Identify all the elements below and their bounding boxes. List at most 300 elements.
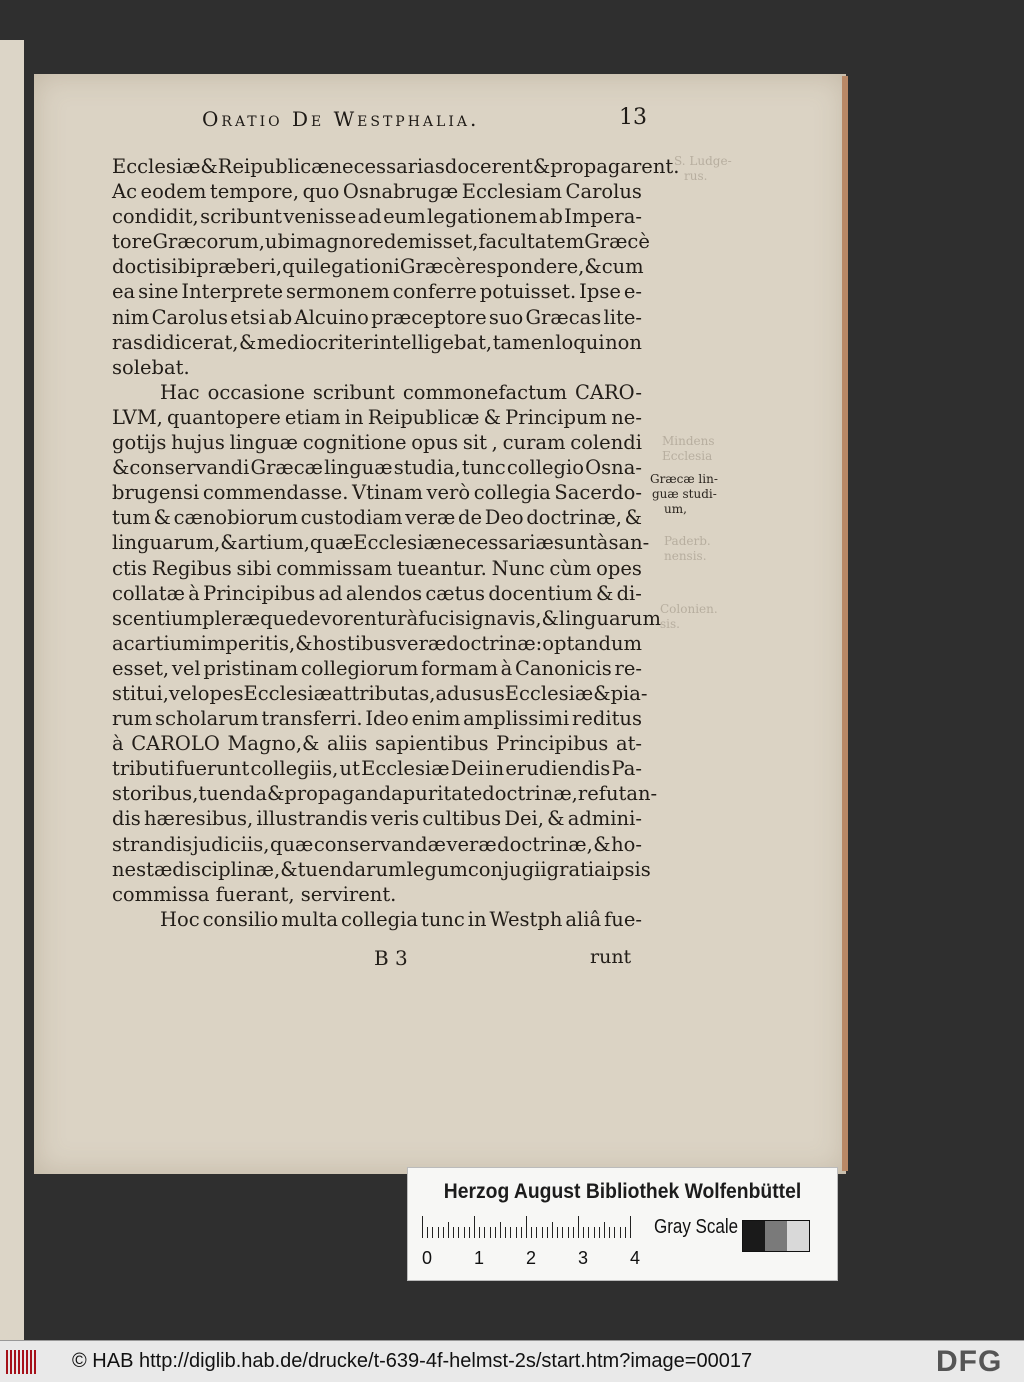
text-line [112, 505, 642, 530]
ruler-tick [536, 1227, 537, 1238]
ruler-tick [531, 1227, 532, 1238]
word: Ac [112, 180, 138, 204]
ruler-tick [427, 1227, 428, 1238]
running-head [34, 107, 846, 147]
word: dis [112, 807, 141, 831]
facing-page-edge [0, 40, 24, 1340]
word: non [605, 330, 642, 354]
word: commendasse. [202, 481, 349, 505]
text-line [112, 430, 642, 455]
word: collegia [340, 907, 418, 931]
ruler-number: 1 [474, 1248, 485, 1268]
word: opus [411, 431, 459, 455]
bleed-through-note [660, 602, 718, 632]
word: scribunt [200, 205, 282, 229]
text-line [112, 631, 642, 656]
word: occasione [207, 380, 305, 404]
ruler-tick [620, 1227, 621, 1238]
word: in [467, 907, 487, 931]
word: Reipublicæ [367, 405, 480, 429]
word: linguæ [324, 456, 393, 480]
word: vel [168, 681, 198, 705]
word: & [595, 581, 614, 605]
word: legationem [427, 205, 538, 229]
ruler-tick [432, 1227, 433, 1238]
word: scholarum [155, 707, 259, 731]
word: præberi, [196, 255, 283, 279]
word: ignavis,&linguarum [465, 606, 661, 630]
page-fore-edge [842, 76, 848, 1171]
word: potuisset. [479, 280, 577, 304]
ruler-tick [505, 1227, 506, 1238]
word: nestæ [112, 857, 173, 881]
word: tempore, [209, 180, 300, 204]
word: ctis [112, 556, 148, 580]
ruler-tick [516, 1227, 517, 1238]
word: Hac [160, 380, 200, 404]
logo-bar [18, 1350, 20, 1374]
word: conferre [392, 280, 477, 304]
page-number: 13 [619, 105, 647, 130]
word: ho- [611, 832, 642, 856]
word: Carolus [151, 305, 228, 329]
ruler-number: 4 [630, 1248, 641, 1268]
word: transferri. [261, 707, 363, 731]
word: nim [112, 305, 150, 329]
text-line [112, 480, 642, 505]
word: ab [268, 305, 293, 329]
word: legum [406, 857, 468, 881]
word: docentium [488, 581, 593, 605]
word: lite- [603, 305, 642, 329]
ruler-tick [443, 1227, 444, 1238]
text-line [112, 380, 642, 405]
word: Impera- [564, 205, 642, 229]
word: consilio [202, 907, 279, 931]
word: à [596, 531, 609, 555]
word: in [344, 405, 364, 429]
ruler-tick [458, 1227, 459, 1238]
word: & [238, 330, 257, 354]
word: puritate [402, 782, 483, 806]
word: tum [112, 506, 151, 530]
ruler-tick [474, 1216, 475, 1238]
text-line: solebat. [112, 355, 190, 379]
word: tunc [461, 456, 506, 480]
logo-bar [14, 1350, 16, 1374]
word: quo [302, 180, 340, 204]
word: fuerunt [175, 757, 250, 781]
word: ad [318, 581, 343, 605]
word: , [491, 431, 498, 455]
word: veris [370, 807, 420, 831]
word: doctrinæ, [482, 782, 578, 806]
word: scentium [112, 606, 203, 630]
word: Ipse [579, 280, 621, 304]
word: ad [357, 205, 382, 229]
word: eodem [140, 180, 207, 204]
scale-ruler [422, 1216, 644, 1238]
word: condidit, [112, 205, 199, 229]
text-line [112, 305, 642, 330]
word: Vtinam [352, 481, 423, 505]
word: at- [615, 732, 642, 756]
word: magno [296, 230, 364, 254]
word: mediocriter [256, 330, 373, 354]
word: ne- [611, 405, 642, 429]
word: judiciis, [192, 832, 270, 856]
ruler-tick [614, 1227, 615, 1238]
ruler-tick [464, 1227, 465, 1238]
text-line [112, 405, 642, 430]
gray-swatch-light [787, 1221, 809, 1251]
word: Osnabrugæ [342, 180, 459, 204]
word: vel [171, 656, 201, 680]
word: in [485, 757, 505, 781]
ruler-tick [594, 1227, 595, 1238]
word: devorentur [296, 606, 407, 630]
text-line [112, 681, 648, 706]
word: doctrinæ: [446, 631, 543, 655]
bleed-through-line: S. Ludge- [674, 154, 732, 168]
dfg-logo: DFG [936, 1345, 1003, 1378]
word: amplissimi [463, 707, 570, 731]
word: pia- [610, 681, 648, 705]
word: LVM, [112, 405, 163, 429]
text-line [112, 756, 642, 781]
word: à [188, 581, 200, 605]
word: reditus [571, 707, 642, 731]
word: eum [383, 205, 426, 229]
word: illustrandis [256, 807, 368, 831]
word: veræ [396, 631, 447, 655]
word: hæresibus, [143, 807, 254, 831]
ruler-tick [479, 1227, 480, 1238]
word: cùm [549, 556, 592, 580]
word: Principibus [496, 732, 609, 756]
ruler-tick [448, 1222, 449, 1238]
word: brugensi [112, 481, 200, 505]
text-line [112, 731, 642, 756]
word: Dei [450, 757, 485, 781]
ruler-tick [588, 1227, 589, 1238]
logo-bar [34, 1350, 36, 1374]
word: enim [411, 707, 461, 731]
word: verò [426, 481, 471, 505]
word: quæ [269, 832, 314, 856]
book-page [34, 74, 846, 1174]
word: usus [459, 681, 505, 705]
word: fucis [418, 606, 466, 630]
margin-note-line: guæ studi- [652, 487, 717, 501]
word: de [458, 506, 483, 530]
word: Græcè [584, 230, 650, 254]
word: refutan- [577, 782, 658, 806]
word: sine [138, 280, 179, 304]
word: respondere,& [465, 255, 602, 279]
ruler-number: 2 [526, 1248, 537, 1268]
word: alendos [345, 581, 423, 605]
library-color-label [407, 1167, 838, 1281]
word: pristinam [203, 656, 299, 680]
ruler-tick [604, 1222, 605, 1238]
word: Carolus [565, 180, 642, 204]
word: ab [538, 205, 563, 229]
word: collegiis, [250, 757, 339, 781]
text-line [112, 254, 642, 279]
word: propaganda [284, 782, 403, 806]
word: artium [134, 631, 201, 655]
ruler-tick [625, 1227, 626, 1238]
ruler-tick [630, 1216, 631, 1238]
word: doctrinæ, [497, 832, 593, 856]
word: qui [282, 255, 314, 279]
word: Dei, [504, 807, 544, 831]
catchword: runt [590, 946, 632, 968]
word: conservandæ [313, 832, 446, 856]
word: collegia [473, 481, 551, 505]
word: Westph [489, 907, 563, 931]
logo-bar [30, 1350, 32, 1374]
text-line [112, 154, 680, 179]
word: etiam [284, 405, 341, 429]
word: à [500, 656, 513, 680]
ruler-tick [552, 1222, 553, 1238]
ruler-tick [422, 1216, 423, 1238]
word: sapientibus [374, 732, 489, 756]
word: commissam [276, 556, 393, 580]
ruler-tick [562, 1227, 563, 1238]
word: curam [502, 431, 566, 455]
ruler-tick [490, 1227, 491, 1238]
word: gratia [546, 857, 606, 881]
word: & [153, 506, 171, 530]
word: Canonicis [515, 656, 612, 680]
word: linguarum, [112, 531, 221, 555]
signature-mark: B 3 [374, 946, 408, 970]
word: storibus, [112, 782, 199, 806]
word: sit [462, 431, 487, 455]
bleed-through-note [662, 434, 715, 464]
word: ac [112, 631, 135, 655]
word: Ecclesiæ&Reipublicæ [112, 155, 330, 178]
word: re- [614, 656, 642, 680]
text-line [112, 656, 642, 681]
word: Ecclesiæ [504, 681, 594, 705]
ruler-tick [453, 1227, 454, 1238]
ruler-tick [578, 1216, 579, 1238]
word: docerent [444, 155, 533, 178]
word: Osna- [585, 456, 642, 480]
word: scribunt [312, 380, 395, 404]
word: ea [112, 280, 136, 304]
word: facultatem [478, 230, 585, 254]
word: præceptore [371, 305, 487, 329]
word: quæ [309, 531, 354, 555]
bleed-through-line: rus. [684, 169, 708, 183]
word: tueantur. [396, 556, 487, 580]
word: sibi [236, 556, 272, 580]
word: redemisset, [363, 230, 479, 254]
word: sunt [553, 531, 597, 555]
word: Nunc [491, 556, 545, 580]
word: artium, [237, 531, 310, 555]
text-line [112, 229, 650, 254]
ruler-tick [568, 1227, 569, 1238]
margin-note [650, 472, 718, 517]
ruler-tick [521, 1227, 522, 1238]
word: ad [435, 681, 460, 705]
word: studia, [393, 456, 461, 480]
word: rum [112, 707, 153, 731]
word: collegiorum [300, 656, 419, 680]
library-name: Herzog August Bibliothek Wolfenbüttel [443, 1180, 802, 1203]
ruler-tick [547, 1227, 548, 1238]
word: doctrinæ, [526, 506, 622, 530]
text-line [112, 907, 642, 932]
word: tunc [420, 907, 465, 931]
ruler-tick [495, 1227, 496, 1238]
word: sermonem [286, 280, 390, 304]
ruler-tick [438, 1227, 439, 1238]
gray-scale-swatches [742, 1220, 810, 1252]
footer-bar [0, 1340, 1024, 1382]
ruler-tick [484, 1227, 485, 1238]
word: tuendarum [297, 857, 407, 881]
bleed-through-line: Ecclesia [662, 449, 713, 463]
word: & [547, 807, 565, 831]
word: ut [339, 757, 360, 781]
ruler-tick [573, 1227, 574, 1238]
word: & [295, 631, 313, 655]
text-line [112, 556, 642, 581]
word: opes [197, 681, 244, 705]
word: suo [488, 305, 524, 329]
word: tributi [112, 757, 175, 781]
running-head-title: Oratio De Westphalia. [202, 107, 480, 131]
word: Ecclesiæ [353, 531, 442, 555]
word: Magno,& [227, 732, 320, 756]
word: Hoc [160, 907, 200, 931]
word: aliis [327, 732, 368, 756]
word: Principum [505, 405, 608, 429]
word: hostibus [312, 631, 397, 655]
word: docti [112, 255, 162, 279]
word: stitui, [112, 681, 169, 705]
margin-note-line: Græcæ lin- [650, 472, 718, 486]
word: imperitis, [200, 631, 296, 655]
word: fue- [604, 907, 642, 931]
ruler-tick [510, 1227, 511, 1238]
ruler-tick [583, 1227, 584, 1238]
word: veræ [405, 506, 456, 530]
text-line [112, 330, 642, 355]
word: collatæ [112, 581, 185, 605]
word: opes [596, 556, 642, 580]
word: à [112, 732, 124, 756]
word: & [280, 857, 298, 881]
word: necessariæ [441, 531, 554, 555]
word: & [220, 531, 238, 555]
word: &propagarent. [532, 155, 680, 178]
word: veræ [446, 832, 497, 856]
word: sibi [161, 255, 197, 279]
word: intelligebat, [373, 330, 493, 354]
word: aliâ [565, 907, 602, 931]
word: san- [608, 531, 650, 555]
word: Ecclesiam [461, 180, 562, 204]
word: admini- [567, 807, 642, 831]
word: à [406, 606, 419, 630]
word: hujus [171, 431, 225, 455]
word: commonefactum [402, 380, 567, 404]
word: etsi [230, 305, 266, 329]
word: optandum [542, 631, 643, 655]
bleed-through-line: Paderb. [664, 534, 711, 548]
text-line [112, 455, 642, 480]
ruler-number: 0 [422, 1248, 433, 1268]
bleed-through-line: sis. [660, 617, 680, 631]
permalink-text[interactable]: © HAB http://diglib.hab.de/drucke/t-639-4f-helmst-2s/start.htm?image=00017 [72, 1350, 753, 1372]
word: Sacerdo- [554, 481, 642, 505]
body-text [112, 154, 680, 932]
word: di- [616, 581, 642, 605]
text-line [112, 706, 642, 731]
word: ubi [264, 230, 297, 254]
word: e- [623, 280, 642, 304]
text-line: commissa fuerant, servirent. [112, 882, 397, 906]
word: quantopere [167, 405, 281, 429]
word: cætus [425, 581, 486, 605]
word: esset, [112, 656, 170, 680]
word: cænobiorum [173, 506, 298, 530]
gray-swatch-mid [765, 1221, 787, 1251]
word: CAROLO [131, 732, 220, 756]
ruler-number: 3 [578, 1248, 589, 1268]
text-line [112, 806, 642, 831]
word: & [593, 832, 611, 856]
text-line [112, 781, 658, 806]
word: multa [281, 907, 339, 931]
ruler-tick [599, 1227, 600, 1238]
word: Græcorum, [152, 230, 265, 254]
word: legationi [313, 255, 400, 279]
word: ipsis [605, 857, 651, 881]
word: Regibus [151, 556, 232, 580]
bleed-through-line: nensis. [664, 549, 707, 563]
word: Interprete [181, 280, 284, 304]
logo-bar [6, 1350, 8, 1374]
text-line [112, 581, 642, 606]
word: Ideo [365, 707, 409, 731]
text-line [112, 606, 661, 631]
bleed-through-line: Mindens [662, 434, 715, 448]
ruler-tick [526, 1216, 527, 1238]
word: cum [601, 255, 644, 279]
word: gotijs [112, 431, 167, 455]
bleed-through-note [664, 534, 711, 564]
word: & [483, 405, 501, 429]
logo-bar [10, 1350, 12, 1374]
text-line [112, 832, 642, 857]
word: Ecclesiæ [361, 757, 450, 781]
word: collegio [506, 456, 585, 480]
word: & [267, 782, 285, 806]
word: erudiendis [505, 757, 611, 781]
logo-bar [22, 1350, 24, 1374]
logo-bar [26, 1350, 28, 1374]
word: conjugii [467, 857, 547, 881]
